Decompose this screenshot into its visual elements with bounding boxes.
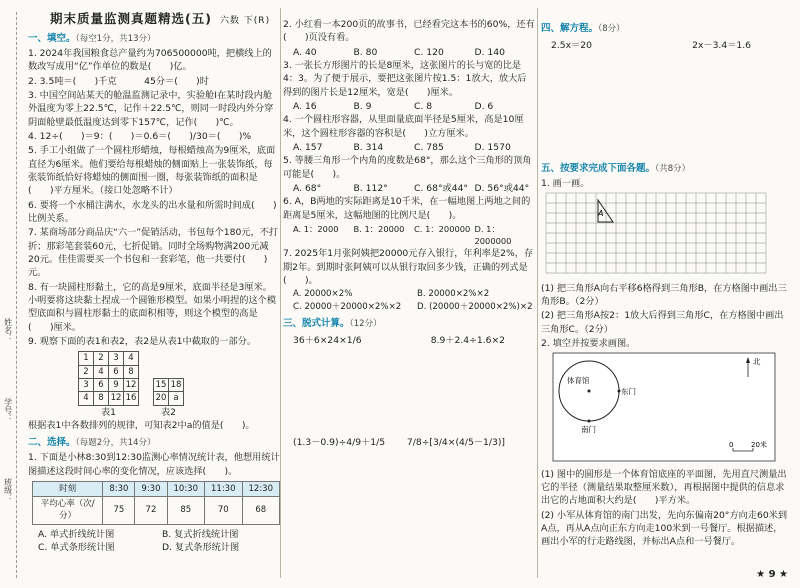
table-cell: 68 — [242, 497, 280, 525]
equation: 2x－3.4＝1.6 — [692, 39, 751, 51]
options — [283, 223, 535, 247]
question: 2. 3.5吨＝( )千克 45分＝( )时 — [28, 75, 209, 87]
heart-rate-table — [32, 481, 280, 525]
section-equations: 四、解方程。（8分） — [541, 23, 625, 34]
table-cell: 4 — [79, 392, 94, 405]
question: (2) 把三角形A按2：1放大后得到三角形C，在方格图中画出三角形C。（2分） — [541, 310, 784, 335]
expression: 7/8÷[3/4×(4/5－1/3)] — [406, 437, 505, 449]
option[interactable]: C. 20000＋20000×2%×2 — [293, 301, 402, 312]
option[interactable]: B. 20000×2%×2 — [417, 289, 490, 300]
map-figure[interactable] — [541, 351, 781, 463]
option[interactable]: A. 40 — [293, 46, 317, 58]
work-space[interactable] — [541, 52, 791, 158]
label-a: A — [598, 209, 604, 219]
table-row — [154, 392, 184, 405]
equation: 2.5x＝20 — [551, 39, 592, 51]
work-space[interactable] — [283, 347, 535, 433]
option[interactable]: A. 16 — [293, 101, 317, 113]
option[interactable]: D. 复式条形统计图 — [162, 542, 240, 554]
table-cell: 3 — [109, 352, 124, 365]
table-cell: 8 — [94, 392, 109, 405]
option[interactable]: A. 68° — [293, 183, 322, 195]
table-2 — [153, 378, 184, 406]
svg-text:20米: 20米 — [751, 441, 767, 450]
option[interactable]: A. 1：2000 — [293, 224, 339, 235]
column-divider — [280, 8, 281, 578]
options — [28, 528, 280, 555]
table-cell: 12 — [124, 379, 139, 392]
question: 根据表1中各数排列的规律，可知表2中a的值是( )。 — [28, 420, 255, 432]
cut-line — [16, 12, 17, 578]
option[interactable]: A. 单式折线统计图 — [38, 528, 115, 540]
option[interactable]: C. 68°或44° — [414, 183, 469, 195]
table-cell: a — [169, 392, 184, 405]
option[interactable]: D. 6 — [474, 101, 494, 113]
table-cell: 4 — [94, 365, 109, 378]
table-cell: 6 — [94, 379, 109, 392]
name-label: 姓名： — [3, 318, 13, 342]
options — [283, 141, 535, 154]
section-calculation: 三、脱式计算。（12分） — [283, 318, 382, 330]
table-cell: 15 — [154, 379, 169, 392]
column-divider — [537, 8, 538, 578]
class-label: 班级： — [3, 478, 13, 502]
option[interactable]: A. 20000×2% — [293, 289, 353, 300]
option[interactable]: D. 1：2000000 — [474, 224, 512, 247]
table-cell: 20 — [154, 392, 169, 405]
question: 7. 2025年1月张阿姨把20000元存入银行，年利率是2%，存期2年。到期时张阿姨可以从银行取回多少钱，正确的列式是( )。 — [283, 248, 534, 286]
table-cell: 85 — [167, 497, 205, 525]
table-row — [33, 481, 280, 496]
square-grid[interactable] — [541, 191, 781, 277]
table-2-caption: 表2 — [160, 406, 177, 418]
table-cell: 70 — [205, 497, 243, 525]
question: 8. 有一块圆柱形黏土，它的高是9厘米，底面半径是3厘米。小明要将这块黏土捏成一个圆锥形模型。如果小明捏的这个模型底面积与圆柱形黏土的底面积相等，则这个模型的高是( )厘米。 — [28, 281, 277, 333]
section-drawing: 五、按要求完成下面各题。（共8分） — [541, 163, 691, 175]
option[interactable]: B. 112° — [353, 183, 388, 195]
expression: (1.3－0.9)÷4/9＋1/5 — [293, 437, 386, 449]
options — [283, 288, 535, 313]
table-cell: 时刻 — [33, 481, 103, 496]
option[interactable]: C. 1：200000 — [414, 224, 471, 235]
page-number: ★ 9 ★ — [756, 568, 788, 580]
question: 4. 一个圆柱形容器，从里面量底面半径是5厘米，高是10厘米，这个圆柱形容器的容积是( )立方厘米。 — [283, 114, 524, 139]
table-row — [79, 352, 139, 365]
option[interactable]: D. 1570 — [474, 142, 511, 154]
option[interactable]: D. 56°或44° — [474, 183, 530, 195]
table-1-caption: 表1 — [100, 406, 117, 418]
table-cell: 9 — [109, 379, 124, 392]
options — [283, 46, 535, 59]
table-row — [33, 497, 280, 525]
table-cell: 8:30 — [103, 481, 135, 496]
question: 1. 下面是小林8:30到12:30监测心率情况统计表，他想用统计图描述这段时间心率的变化情况，应该选择( )。 — [28, 452, 280, 477]
option[interactable]: C. 120 — [414, 46, 444, 58]
option[interactable]: B. 复式折线统计图 — [162, 528, 239, 540]
table-row — [154, 379, 184, 392]
question: 3. 一张长方形图片的长是8厘米，这张图片的长与宽的比是4：3。为了便于展示，要把这张图片按1.5：1放大，放大后得到的图片长是12厘米，宽是( )厘米。 — [283, 60, 527, 98]
calc-row — [283, 334, 535, 347]
option[interactable]: C. 单式条形统计图 — [38, 542, 115, 554]
number-label: 学号： — [3, 398, 13, 422]
column-right — [541, 0, 791, 588]
section-fill-blank: 一、填空。（每空1分，共13分） — [28, 33, 156, 45]
page-title: 期末质量监测真题精选(五) 六数 下(R) — [50, 11, 271, 26]
table-cell: 4 — [124, 352, 139, 365]
option[interactable]: B. 9 — [353, 101, 372, 113]
north-label: 北 — [753, 357, 761, 367]
option[interactable]: B. 1：20000 — [353, 224, 405, 235]
table-row — [79, 392, 139, 405]
expression: 36＋6×24×1/6 — [293, 334, 362, 346]
option[interactable]: D. 140 — [474, 46, 505, 58]
table-1 — [78, 351, 139, 405]
question: 5. 等腰三角形一个内角的度数是68°，那么这个三角形的顶角可能是( )。 — [283, 155, 532, 180]
table-cell: 9:30 — [135, 481, 167, 496]
table-row — [79, 365, 139, 378]
question: 2. 填空并按要求画图。 — [541, 337, 636, 349]
question: 9. 观察下面的表1和表2，表2是从表1中截取的一部分。 — [28, 336, 257, 348]
option[interactable]: B. 80 — [353, 46, 378, 58]
binding-margin — [0, 0, 24, 588]
table-cell: 75 — [103, 497, 135, 525]
column-left — [28, 0, 280, 588]
calc-row — [283, 436, 535, 449]
question: (1) 图中的圆形是一个体育馆底座的平面图，先用直尺测量出它的半径（测量结果取整厘米数），再根据图中提供的信息求出它的占地面积大约是( )平方米。 — [541, 468, 787, 507]
question: 3. 中国空间站某天的舱温监测记录中，实验舱Ⅰ在某时段内舱外温度为零上22.5℃，记作＋22.5℃，则同一时段内外分穿阴面舱壁最低温度达到零下157℃，记作( )℃。 — [28, 89, 274, 128]
table-cell: 6 — [109, 365, 124, 378]
question: 5. 手工小组做了一个圆柱形蜡烛，每根蜡烛高为9厘米，底面直径为6厘米。他们要给每根蜡烛的侧面贴上一张装饰纸，每张装饰纸恰好将蜡烛的侧面围一圈，每张装饰纸的面积是( )平方厘米。（接口处忽略不计） — [28, 145, 276, 197]
section-choice: 二、选择。（每题2分，共14分） — [28, 437, 156, 449]
question: 1. 2024年我国粮食总产量约为706500000吨，把横线上的数改写成用“亿”作单位的数是( )亿。 — [28, 47, 272, 73]
equation-row — [541, 39, 791, 52]
option[interactable]: A. 157 — [293, 142, 323, 154]
question: 7. 某商场部分商品庆“六一”促销活动，书包每个180元，不打折；那彩笔套装60元，七折促销。同时全场购物满200元减20元。佳佳需要买一个书包和一套彩笔，他一共要付( )元。 — [28, 227, 279, 279]
table-cell: 18 — [169, 379, 184, 392]
east-gate-label: 东门 — [621, 387, 636, 397]
options — [283, 100, 535, 113]
number-tables — [28, 349, 280, 419]
option[interactable]: C. 785 — [414, 142, 444, 154]
table-cell: 12:30 — [242, 481, 280, 496]
table-cell: 平均心率（次/分） — [33, 497, 103, 525]
table-cell: 72 — [135, 497, 167, 525]
options — [283, 182, 535, 195]
grade-label: 六数 下(R) — [219, 16, 271, 26]
question: 6. A，B两地的实际距离是10千米，在一幅地图上两地之间的距离是5厘米，这幅地图的比例尺是( )。 — [283, 196, 531, 221]
table-cell: 1 — [79, 352, 94, 365]
question: 2. 小红看一本200页的故事书，已经看完这本书的60%，还有( )页没有看。 — [283, 19, 535, 44]
option[interactable]: C. 8 — [414, 101, 433, 113]
table-cell: 10:30 — [167, 481, 205, 496]
question: 6. 要将一个水桶注满水，水龙头的出水量和所需时间成( )比例关系。 — [28, 199, 277, 225]
option[interactable]: B. 314 — [353, 142, 384, 154]
question: 4. 12÷( )＝9：( )＝0.6＝( )/30＝( )% — [28, 130, 252, 142]
column-middle — [283, 0, 535, 588]
option[interactable]: D. (20000＋20000×2%)×2 — [417, 301, 533, 312]
gym-label: 体育馆 — [567, 376, 590, 386]
svg-text:0: 0 — [729, 441, 734, 450]
question: 1. 画一画。 — [541, 177, 590, 189]
question: (1) 把三角形A向右平移6格得到三角形B，在方格图中画出三角形B。（2分） — [541, 282, 787, 307]
table-cell: 16 — [124, 392, 139, 405]
south-gate-label: 南门 — [581, 425, 596, 435]
table-cell: 3 — [79, 379, 94, 392]
table-cell: 8 — [124, 365, 139, 378]
question: (2) 小军从体育馆的南门出发，先向东偏南20°方向走60米到A点，再从A点向正东方向走100米到一号餐厅。根据描述，画出小军的行走路线图，并标出A点和一号餐厅。 — [541, 509, 788, 548]
table-cell: 12 — [109, 392, 124, 405]
table-cell: 11:30 — [205, 481, 243, 496]
expression: 8.9＋2.4÷1.6×2 — [430, 334, 505, 346]
table-cell: 2 — [94, 352, 109, 365]
table-row — [79, 379, 139, 392]
table-cell: 2 — [79, 365, 94, 378]
